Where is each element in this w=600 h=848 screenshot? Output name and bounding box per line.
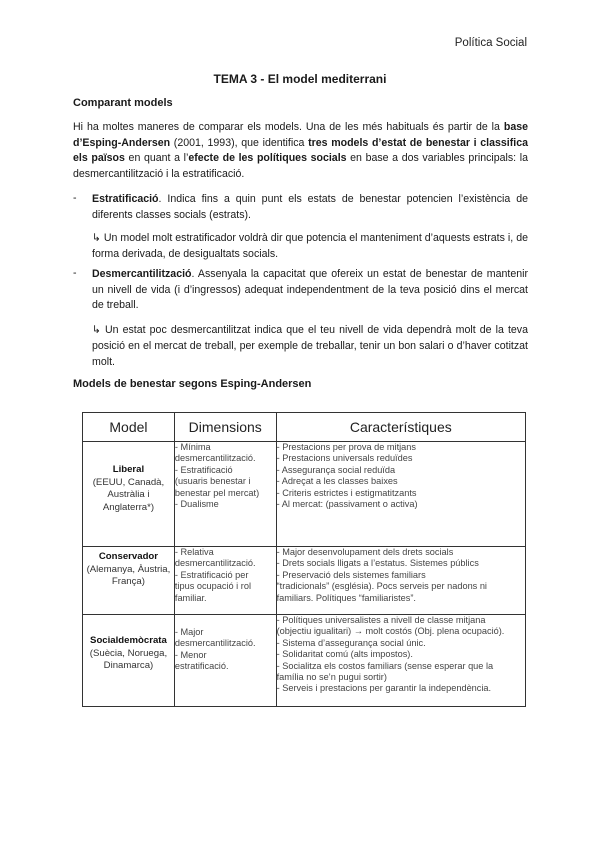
cell-features [276,442,525,547]
note-decommodification: ↳ Un estat poc desmercantilitzat indica que el teu nivell de vida dependrà molt de la teva posició en el mercat de treball, per exemple de treballar, tenir un bon salari o d’haver cotitzat molt. [92,324,528,368]
dimension-line: (usuaris benestar i [174,476,251,487]
cell-model [83,547,175,615]
model-name: Liberal [112,464,145,475]
model-name: Conservador [98,551,159,562]
intro-run: (2001, 1993), que identifica [170,136,309,149]
feature-line: familiars. Polítiques “familiaristes”. [276,592,416,603]
models-table [82,412,526,707]
intro-run-bold: tres models d’estat de benestar i classifica els països [73,136,528,164]
dimension-line: desmercantilització. [174,638,256,649]
dimension-line: - Mínima [174,442,211,452]
feature-line: - Assegurança social reduïda [276,464,396,475]
cell-dimensions [174,442,276,547]
list-bullet: - [73,267,77,279]
table-row-conservative [83,547,526,615]
feature-line: “tradicionals” (església). Pocs serveis per nadons ni [276,581,487,592]
model-country-line: França) [111,576,145,587]
feature-line: - Prestacions universals reduïdes [276,453,413,464]
feature-line: - Major desenvolupament dels drets socials [276,547,454,557]
dimension-line: benestar pel mercat) [174,487,260,498]
dimension-line: - Estratificació [174,464,233,475]
subject-header: Política Social [454,37,527,49]
page-title: TEMA 3 - El model mediterrani [213,72,387,86]
feature-line: (objectiu igualitari) → molt costós (Obj. plena ocupació). [276,626,505,637]
feature-line: - Preservació dels sistemes familiars [276,569,426,580]
intro-run: Hi ha moltes maneres de comparar els models. Una de les més habituals és partir de la [73,121,504,133]
intro-run-bold: efecte de les polítiques socials [188,152,347,164]
feature-line: família no se’n pugui sortir) [276,672,387,683]
intro-paragraph [73,120,528,182]
term-stratification: Estratificació [92,193,159,205]
cell-model [83,442,175,547]
col-header-features: Característiques [276,413,525,442]
model-country-line: (Suècia, Noruega, [89,647,168,659]
feature-line: - Solidaritat comú (alts impostos). [276,649,413,660]
feature-line: - Criteris estrictes i estigmatitzants [276,487,417,498]
term-definition: . Indica fins a quin punt els estats de benestar potencien l’existència de diferents classes socials (estrats). [92,193,528,221]
model-country-line: (EEUU, Canadà, [92,476,165,488]
list-item-decommodification [92,267,528,314]
feature-line: - Al mercat: (passivament o activa) [276,499,418,510]
feature-line: - Sistema d’assegurança social únic. [276,637,426,648]
col-header-model: Model [83,413,175,442]
cell-dimensions [174,547,276,615]
section-heading-models: Models de benestar segons Esping-Andersen [73,378,312,390]
model-country-line: Austràlia i [107,489,150,500]
col-header-dimensions: Dimensions [174,413,276,442]
feature-line: - Serveis i prestacions per garantir la independència. [276,683,492,694]
feature-line: - Polítiques universalistes a nivell de classe mitjana [276,615,486,625]
dimension-line: tipus ocupació i rol [174,581,251,592]
feature-line: - Socialitza els costos familiars (sense esperar que la [276,660,494,671]
dimension-line: - Relativa [174,547,214,557]
table-header-row [83,413,526,442]
feature-line: - Adreçat a les classes baixes [276,476,398,487]
table-row-socialdemocrat [83,615,526,707]
intro-run: en base a dos variables principals: la desmercantilització i la estratificació. [73,152,529,180]
section-heading-comparing: Comparant models [73,97,173,109]
model-country-line: Dinamarca) [103,660,154,671]
feature-line: - Drets socials lligats a l’estatus. Sistemes públics [276,558,479,569]
list-bullet: - [73,192,77,204]
dimension-line: familiar. [174,592,207,603]
model-country-line: (Alemanya, Àustria, [86,563,171,575]
dimension-line: - Menor [174,649,207,660]
model-name: Socialdemòcrata [90,635,167,646]
intro-run: en quant a l’ [124,152,189,164]
dimension-line: estratificació. [174,661,229,672]
table-row-liberal [83,442,526,547]
cell-dimensions [174,615,276,707]
model-country-line: Anglaterra*) [102,501,155,513]
list-item-stratification [92,192,528,223]
dimension-line: - Dualisme [174,499,219,510]
intro-run-bold: base d’Esping-Andersen [73,121,528,149]
cell-model [83,615,175,707]
cell-features [276,547,525,615]
feature-line: - Prestacions per prova de mitjans [276,442,416,452]
dimension-line: desmercantilització. [174,453,256,464]
dimension-line: desmercantilització. [174,558,256,569]
note-stratification: ↳ Un model molt estratificador voldrà dir que potencia el manteniment d’aquests estrats i, de forma derivada, de desigualtats socials. [92,232,528,260]
term-decommodification: Desmercantilització [92,268,192,280]
term-definition: . Assenyala la capacitat que ofereix un estat de benestar de mantenir un nivell de vida (i d’ingressos) adequat independentment de la teva posició dins el mercat de treball. [92,268,528,311]
dimension-line: - Major [174,627,204,637]
dimension-line: - Estratificació per [174,569,249,580]
cell-features [276,615,525,707]
